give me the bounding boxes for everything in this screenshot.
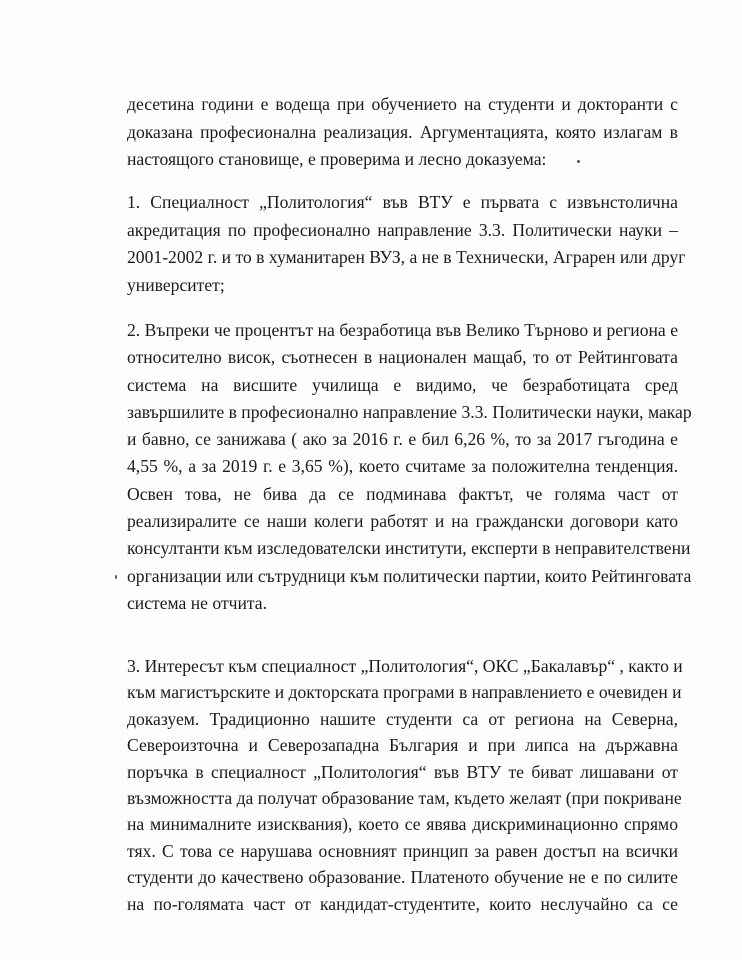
text-line: завършилите в професионално направление 3.3. Политически науки, макар	[127, 401, 692, 422]
scan-speck	[115, 575, 117, 579]
text-line: система на висшите училища е видимо, че безработицата сред	[127, 374, 678, 395]
text-line: 2001-2002 г. и то в хуманитарен ВУЗ, а не в Технически, Аграрен или друг	[127, 247, 686, 267]
text-line: реализиралите се наши колеги работят и на граждански договори като	[127, 511, 678, 532]
text-line: към магистърските и докторската програми в направлението е очевиден и	[127, 682, 682, 703]
text-line: акредитация по професионално направление 3.3. Политически науки –	[127, 219, 678, 240]
text-line: 3. Интересът към специалност „Политология“, ОКС „Бакалавър“ , както и	[127, 656, 683, 676]
paragraph-point-1	[127, 189, 686, 299]
text-line: организации или сътрудници към политически партии, които Рейтинговата	[127, 565, 692, 586]
text-line: на по-голямата част от кандидат-студентите, които неслучайно са се	[127, 893, 678, 914]
text-line: 2. Въпреки че процентът на безработица във Велико Търново и региона е	[127, 320, 678, 340]
text-line: 1. Специалност „Политология“ във ВТУ е първата с извънстолична	[127, 192, 678, 212]
text-line: на минималните изисквания), което се явява дискриминационно спрямо	[127, 814, 678, 835]
text-line: доказана професионална реализация. Аргументацията, която излагам в	[127, 121, 678, 142]
text-line: и бавно, се занижава ( ако за 2016 г. е бил 6,26 %, то за 2017 гъгодина е	[127, 429, 678, 450]
text-line: възможността да получат образование там, където желаят (при покриване	[127, 788, 682, 809]
text-line: Североизточна и Северозападна България и при липса на държавна	[127, 735, 678, 756]
text-line: 4,55 %, а за 2019 г. е 3,65 %), което считаме за положителна тенденция.	[127, 456, 678, 477]
paragraph-point-2	[127, 317, 692, 617]
text-line: студенти до качествено образование. Платеното обучение не е по силите	[127, 867, 678, 888]
text-line: система не отчита.	[127, 592, 268, 613]
text-line: поръчка в специалност „Политология“ във ВТУ те биват лишавани от	[127, 761, 678, 782]
text-line: Освен това, не бива да се подминава фактът, че голяма част от	[127, 483, 678, 504]
text-line: консултанти към изследователски институти, експерти в неправителствени	[127, 538, 691, 559]
text-line: университет;	[127, 274, 225, 295]
text-line: относително висок, съотнесен в национален мащаб, то от Рейтинговата	[127, 347, 678, 368]
text-line: настоящого становище, е проверима и лесно доказуема:	[127, 149, 547, 169]
paragraph-point-3	[127, 653, 683, 917]
paragraph-intro	[127, 91, 678, 174]
text-line: доказуем. Традиционно нашите студенти са от региона на Северна,	[127, 708, 678, 729]
text-line: десетина години е водеща при обучението на студенти и докторанти с	[127, 94, 678, 114]
text-line: тях. С това се нарушава основният принцип за равен достъп на всички	[127, 840, 678, 861]
scan-speck	[577, 160, 580, 163]
